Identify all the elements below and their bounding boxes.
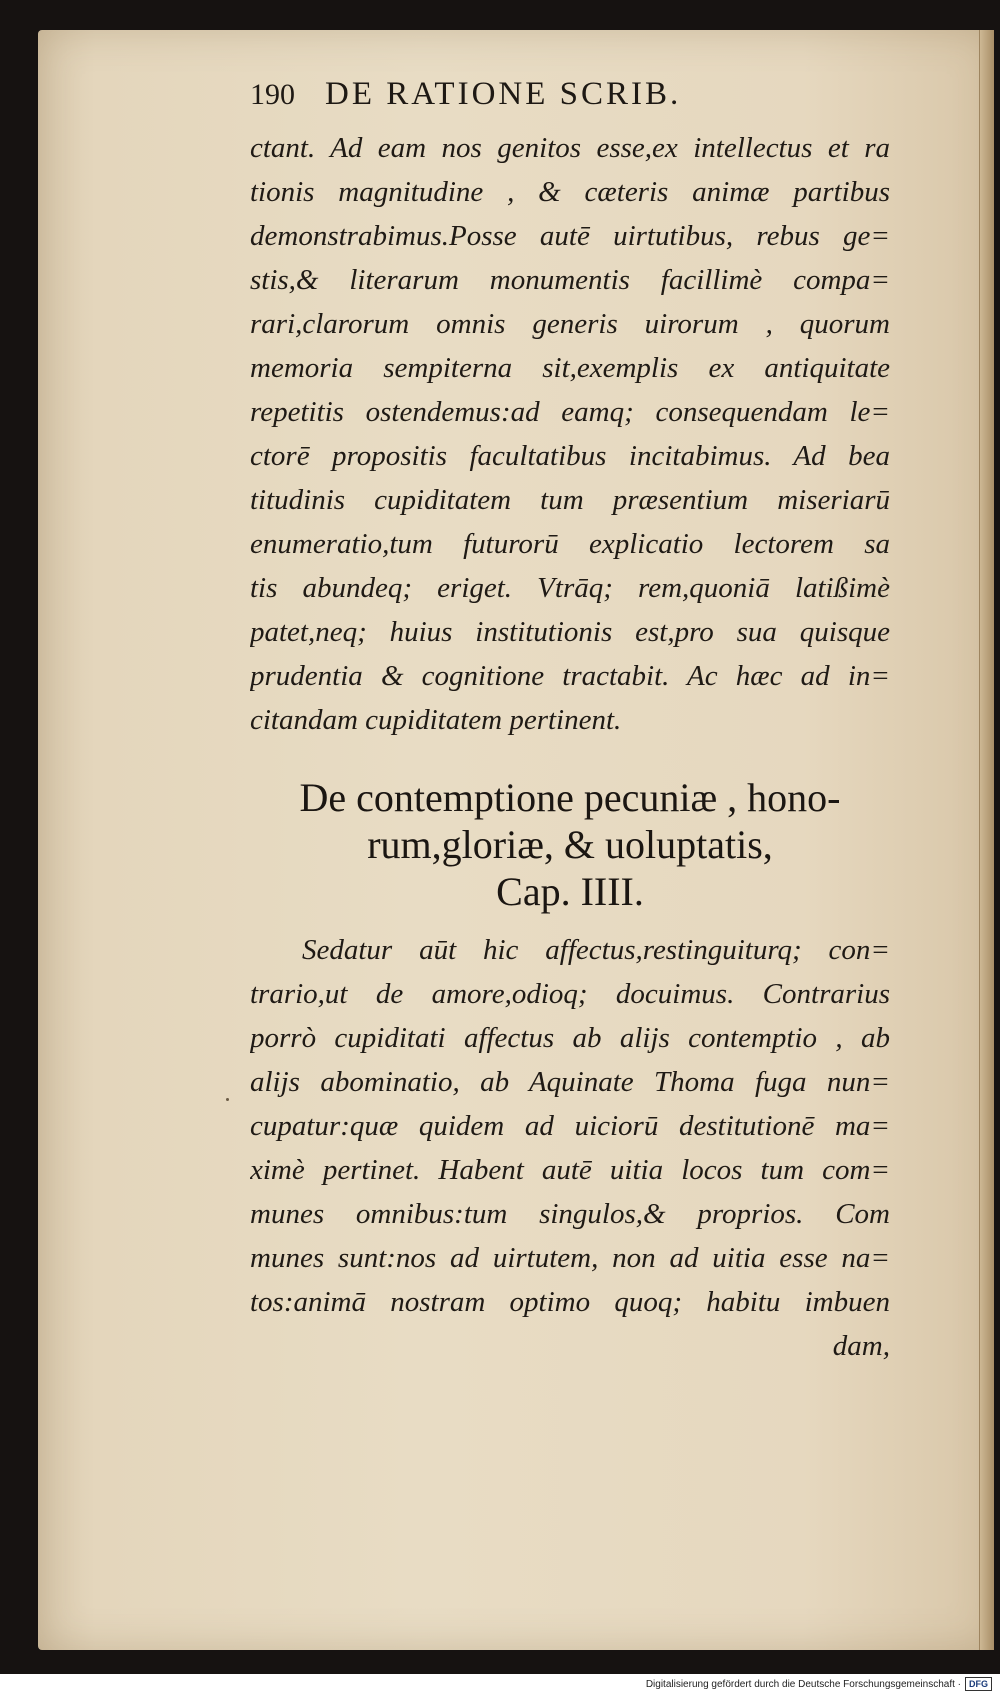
text-line: stis,& literarum monumentis facillimè compa= <box>250 264 890 296</box>
text-line: memoria sempiterna sit,exemplis ex antiquitate <box>250 352 890 384</box>
heading-line: Cap. IIII. <box>496 869 644 914</box>
credit-text: Digitalisierung gefördert durch die Deutsche Forschungsgemeinschaft · <box>645 1678 961 1690</box>
text-line: patet,neq; huius institutionis est,pro sua quisque <box>250 616 890 648</box>
text-line: rari,clarorum omnis generis uirorum , quorum <box>250 308 890 340</box>
text-line: porrò cupiditati affectus ab alijs contemptio , ab <box>250 1022 890 1054</box>
text-line: trario,ut de amore,odioq; docuimus. Contrarius <box>250 978 890 1010</box>
text-line: munes sunt:nos ad uirtutem, non ad uitia esse na= <box>250 1242 890 1274</box>
running-head <box>250 76 870 116</box>
paragraph-2 <box>250 928 890 1368</box>
heading-line: De contemptione pecuniæ , hono- <box>299 775 841 820</box>
page-edge <box>979 30 994 1650</box>
digitization-credit <box>0 1674 1000 1694</box>
text-line: titudinis cupiditatem tum præsentium miseriarū <box>250 484 890 516</box>
text-line: enumeratio,tum futurorū explicatio lectorem sa <box>250 528 890 560</box>
heading-line: rum,gloriæ, & uoluptatis, <box>367 822 773 867</box>
ink-speck <box>226 1098 229 1101</box>
text-line: ctant. Ad eam nos genitos esse,ex intellectus et ra <box>250 132 890 164</box>
text-line: Sedatur aūt hic affectus,restinguiturq; con= <box>302 934 890 966</box>
text-line: repetitis ostendemus:ad eamq; consequendam le= <box>250 396 890 428</box>
text-line: tis abundeq; eriget. Vtrāq; rem,quoniā latißimè <box>250 572 890 604</box>
running-title: DE RATIONE SCRIB. <box>325 76 682 112</box>
dfg-logo: DFG <box>965 1677 992 1691</box>
chapter-heading <box>250 774 890 915</box>
text-line: demonstrabimus.Posse autē uirtutibus, rebus ge= <box>250 220 890 252</box>
text-line: citandam cupiditatem pertinent. <box>250 704 622 736</box>
text-line: tionis magnitudine , & cæteris animæ partibus <box>250 176 890 208</box>
text-line: cupatur:quæ quidem ad uiciorū destitutionē ma= <box>250 1110 890 1142</box>
text-line: munes omnibus:tum singulos,& proprios. Com <box>250 1198 890 1230</box>
paragraph-1 <box>250 126 890 742</box>
text-line: ximè pertinet. Habent autē uitia locos tum com= <box>250 1154 890 1186</box>
page-number: 190 <box>250 78 295 111</box>
text-line: prudentia & cognitione tractabit. Ac hæc ad in= <box>250 660 890 692</box>
text-line: tos:animā nostram optimo quoq; habitu imbuen <box>250 1286 890 1318</box>
text-line: alijs abominatio, ab Aquinate Thoma fuga nun= <box>250 1066 890 1098</box>
text-line: ctorē propositis facultatibus incitabimus. Ad bea <box>250 440 890 472</box>
catchword: dam, <box>832 1330 890 1362</box>
